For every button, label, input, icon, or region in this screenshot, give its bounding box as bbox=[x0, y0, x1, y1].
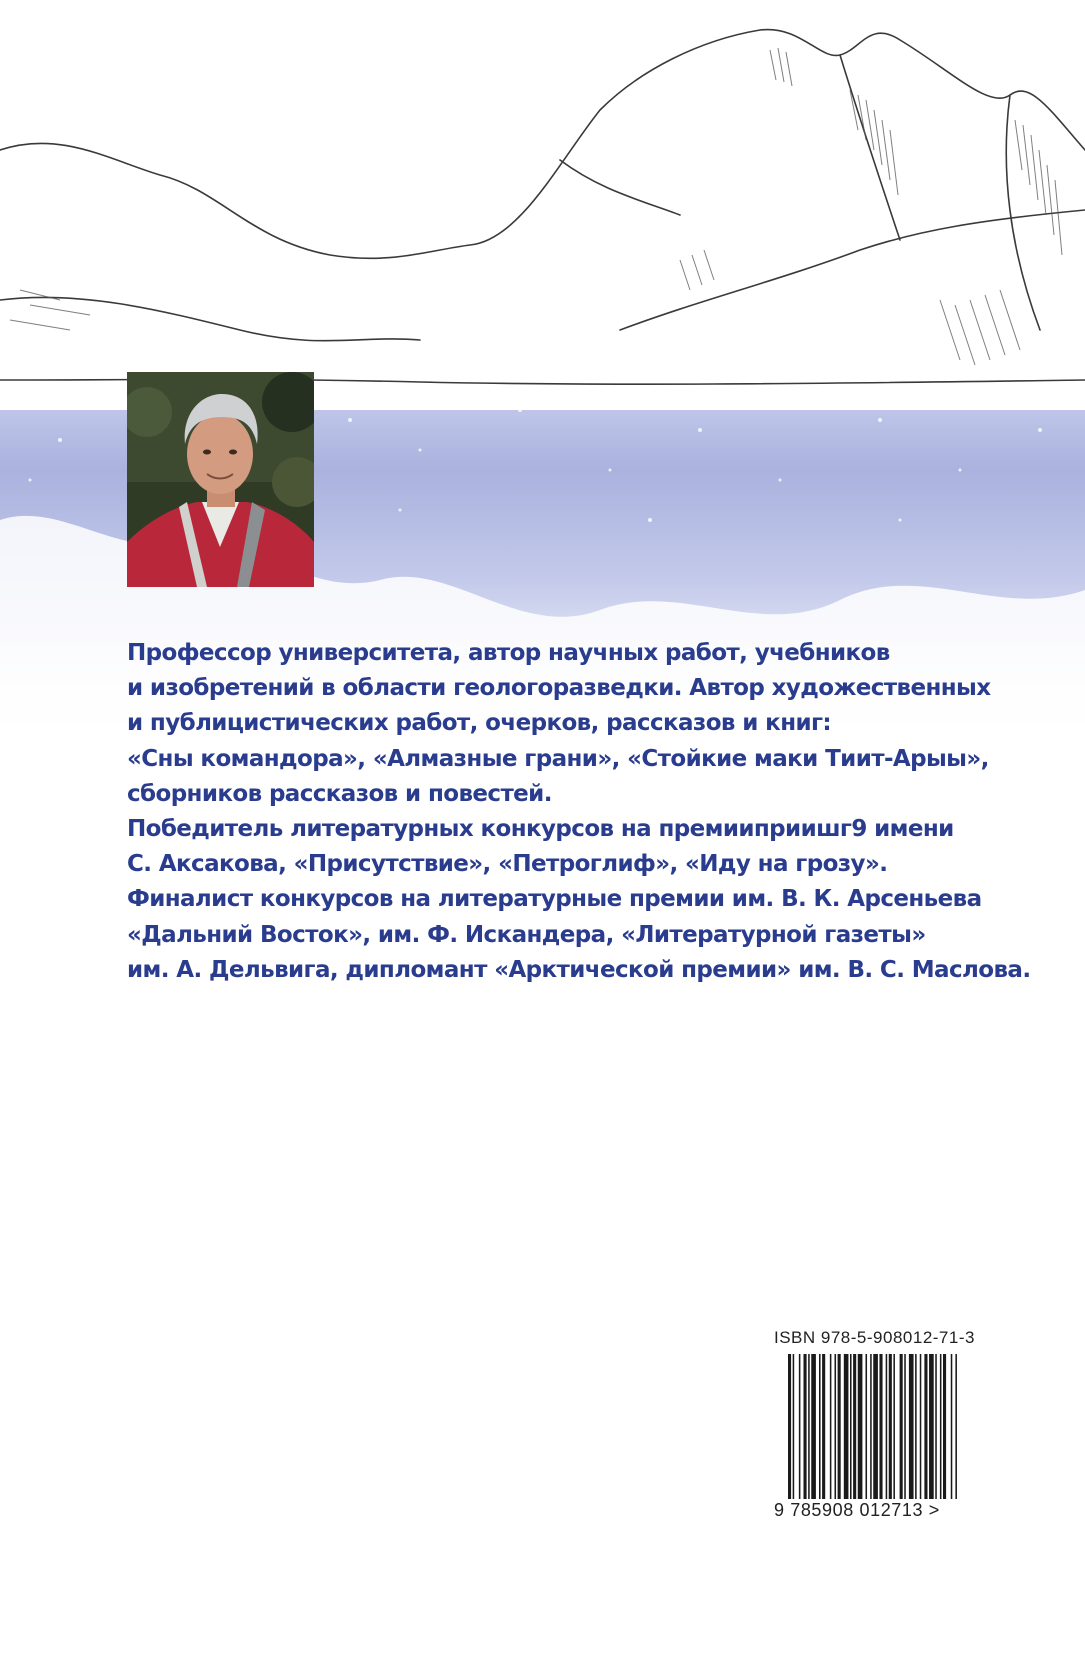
barcode-bar bbox=[822, 1354, 825, 1499]
barcode-bar bbox=[830, 1354, 832, 1499]
barcode-bar bbox=[850, 1354, 852, 1499]
barcode-bar bbox=[853, 1354, 856, 1499]
barcode-bar bbox=[835, 1354, 837, 1499]
barcode-bar bbox=[915, 1354, 917, 1499]
bio-line: и публицистических работ, очерков, рассказов и книг: bbox=[127, 710, 832, 737]
barcode-bar bbox=[943, 1354, 946, 1499]
barcode-bar bbox=[900, 1354, 903, 1499]
bio-line: Победитель литературных конкурсов на премииприишг9 имени bbox=[127, 816, 954, 843]
barcode-bar bbox=[793, 1354, 795, 1499]
barcode-bar bbox=[904, 1354, 906, 1499]
bio-line: С. Аксакова, «Присутствие», «Петроглиф», «Иду на грозу». bbox=[127, 851, 888, 878]
bio-line: сборников рассказов и повестей. bbox=[127, 780, 552, 807]
barcode-bar bbox=[819, 1354, 821, 1499]
barcode-bar bbox=[870, 1354, 872, 1499]
barcode-bar bbox=[893, 1354, 895, 1499]
bio-line: «Дальний Восток», им. Ф. Искандера, «Литературной газеты» bbox=[127, 921, 926, 948]
barcode-digits: 9 785908 012713 > bbox=[774, 1500, 940, 1520]
barcode-bar bbox=[811, 1354, 816, 1499]
barcode-bar bbox=[940, 1354, 942, 1499]
barcode-bar bbox=[935, 1354, 937, 1499]
barcode-bar bbox=[955, 1354, 957, 1499]
bio-line: Профессор университета, автор научных работ, учебников bbox=[127, 640, 890, 666]
bio-line: и изобретений в области геологоразведки. Автор художественных bbox=[127, 675, 991, 702]
barcode-bar bbox=[804, 1354, 807, 1499]
barcode-bar bbox=[920, 1354, 922, 1499]
barcode-bar bbox=[909, 1354, 914, 1499]
bio-line: Финалист конкурсов на литературные премии им. В. К. Арсеньева bbox=[127, 886, 982, 913]
barcode-bar bbox=[951, 1354, 953, 1499]
mountain-illustration bbox=[0, 0, 1085, 410]
barcode-bar bbox=[873, 1354, 878, 1499]
barcode-bar bbox=[879, 1354, 882, 1499]
barcode-bar bbox=[929, 1354, 934, 1499]
bio-line: им. А. Дельвига, дипломант «Арктической премии» им. В. С. Маслова. bbox=[127, 956, 1031, 983]
barcode-bar bbox=[788, 1354, 791, 1499]
author-biography bbox=[127, 636, 1031, 988]
barcode-bar bbox=[844, 1354, 849, 1499]
barcode-bar bbox=[858, 1354, 863, 1499]
barcode-bar bbox=[886, 1354, 888, 1499]
bio-line: «Сны командора», «Алмазные грани», «Стойкие маки Тиит-Арыы», bbox=[127, 745, 989, 772]
barcode-bar bbox=[924, 1354, 927, 1499]
barcode-bar bbox=[866, 1354, 868, 1499]
barcode-bar bbox=[838, 1354, 841, 1499]
author-photo bbox=[127, 372, 314, 587]
barcode-bar bbox=[808, 1354, 810, 1499]
barcode-bar bbox=[889, 1354, 892, 1499]
isbn-label: ISBN 978-5-908012-71-3 bbox=[774, 1328, 975, 1347]
barcode bbox=[788, 1354, 998, 1499]
barcode-bar bbox=[799, 1354, 801, 1499]
